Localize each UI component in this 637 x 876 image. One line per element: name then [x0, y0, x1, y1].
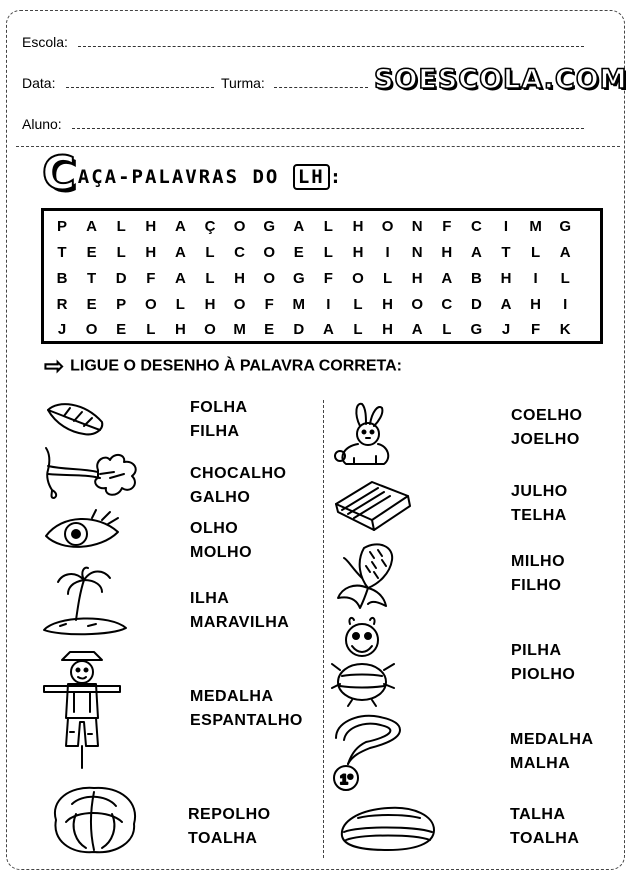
grid-letter: I [533, 270, 538, 287]
grid-letter: D [115, 270, 127, 287]
grid-letter: F [531, 321, 541, 338]
roof-tile-icon [332, 476, 412, 534]
grid-letter: M [529, 218, 542, 235]
title-colon: : [329, 166, 344, 188]
grid-letter: B [470, 270, 482, 287]
grid-letter: E [264, 321, 275, 338]
grid-letter: A [441, 270, 453, 287]
aluno-label: Aluno: [22, 116, 62, 132]
grid-letter: H [234, 270, 246, 287]
option-piolho: PIOLHO [511, 666, 576, 683]
grid-letter: H [145, 244, 157, 261]
turma-label: Turma: [221, 75, 265, 91]
grid-letter: H [145, 218, 157, 235]
option-malha: MALHA [510, 755, 571, 772]
header-separator [16, 146, 620, 147]
grid-letter: O [263, 270, 276, 287]
corn-icon [334, 538, 400, 612]
grid-letter: F [323, 270, 333, 287]
grid-letter: B [56, 270, 68, 287]
grid-letter: M [292, 296, 306, 313]
grid-letter: L [442, 321, 452, 338]
grid-letter: O [233, 218, 246, 235]
option-milho: MILHO [511, 553, 566, 570]
escola-line [78, 46, 584, 47]
grid-letter: L [353, 321, 363, 338]
option-galho: GALHO [190, 489, 251, 506]
grid-letter: G [263, 218, 276, 235]
grid-letter: P [56, 218, 67, 235]
grid-letter: D [470, 296, 482, 313]
island-icon [40, 566, 130, 638]
grid-letter: H [352, 218, 364, 235]
grid-letter: O [204, 321, 216, 338]
grid-letter: T [87, 270, 97, 287]
louse-icon [330, 616, 398, 708]
eye-icon [40, 510, 124, 558]
grid-letter: E [293, 244, 304, 261]
grid-letter: C [234, 244, 246, 261]
grid-letter: H [530, 296, 542, 313]
title-boxed-digraph: LH [293, 164, 330, 190]
option-chocalho: CHOCALHO [190, 465, 287, 482]
grid-letter: Ç [204, 218, 216, 235]
grid-letter: M [233, 321, 246, 338]
grid-letter: H [382, 321, 394, 338]
grid-letter: H [500, 270, 512, 287]
grid-letter: P [116, 296, 127, 313]
option-telha: TELHA [511, 507, 567, 524]
grid-letter: A [559, 244, 571, 261]
option-folha: FOLHA [190, 399, 248, 416]
grid-letter: I [326, 296, 331, 313]
cabbage-icon [46, 784, 142, 856]
grid-letter: H [204, 296, 216, 313]
towel-icon [338, 802, 438, 854]
rabbit-icon [332, 400, 396, 470]
grid-letter: T [57, 244, 67, 261]
grid-letter: H [411, 270, 423, 287]
grid-letter: J [57, 321, 67, 338]
option-coelho: COELHO [511, 407, 583, 424]
grid-letter: L [205, 244, 215, 261]
medal-icon [330, 712, 406, 802]
grid-letter: K [559, 321, 571, 338]
grid-letter: O [381, 218, 394, 235]
title-text: AÇA-PALAVRAS DO [77, 166, 280, 188]
grid-letter: T [501, 244, 511, 261]
option-toalha-left: TOALHA [188, 830, 258, 847]
word-search-grid [41, 208, 603, 344]
option-julho: JULHO [511, 483, 568, 500]
option-molho: MOLHO [190, 544, 253, 561]
grid-letter: L [560, 270, 570, 287]
grid-letter: G [292, 270, 305, 287]
title-initial: C [42, 146, 76, 200]
grid-letter: A [174, 244, 186, 261]
grid-letter: H [441, 244, 453, 261]
data-label: Data: [22, 75, 56, 91]
turma-line [274, 87, 368, 88]
grid-letter: F [442, 218, 452, 235]
option-filho: FILHO [511, 577, 562, 594]
grid-letter: I [563, 296, 568, 313]
option-medalha-right: MEDALHA [510, 731, 594, 748]
grid-letter: G [559, 218, 572, 235]
grid-letter: N [411, 244, 423, 261]
option-pilha: PILHA [511, 642, 562, 659]
grid-letter: F [264, 296, 274, 313]
grid-letter: L [116, 244, 126, 261]
grid-letter: O [233, 296, 246, 313]
grid-letter: A [174, 270, 186, 287]
grid-letter: C [470, 218, 482, 235]
grid-letter: L [383, 270, 393, 287]
grid-letter: L [531, 244, 541, 261]
grid-letter: L [146, 321, 156, 338]
grid-letter: A [322, 321, 334, 338]
grid-letter: L [323, 218, 333, 235]
option-espantalho: ESPANTALHO [190, 712, 303, 729]
grid-letter: N [411, 218, 423, 235]
grid-letter: A [86, 218, 98, 235]
grid-letter: L [116, 218, 126, 235]
grid-letter: O [144, 296, 157, 313]
scarecrow-icon [40, 646, 124, 770]
column-divider [323, 400, 324, 858]
escola-label: Escola: [22, 34, 68, 50]
grid-letter: H [174, 321, 186, 338]
option-talha: TALHA [510, 806, 566, 823]
grid-letter: G [470, 321, 483, 338]
grid-letter: A [174, 218, 186, 235]
grid-letter: C [441, 296, 453, 313]
grid-letter: R [56, 296, 68, 313]
page-title [42, 146, 344, 200]
option-olho: OLHO [190, 520, 239, 537]
arrow-icon: ⇨ [44, 353, 65, 380]
grid-letter: O [85, 321, 98, 338]
grid-letter: E [86, 244, 97, 261]
grid-letter: A [293, 218, 305, 235]
grid-letter: I [385, 244, 390, 261]
instruction [44, 352, 402, 381]
grid-letter: L [175, 296, 185, 313]
option-toalha-right: TOALHA [510, 830, 580, 847]
grid-letter: I [503, 218, 509, 235]
grid-letter: J [501, 321, 511, 338]
grid-letter: O [263, 244, 276, 261]
option-medalha-left: MEDALHA [190, 688, 274, 705]
grid-letter: H [382, 296, 394, 313]
grid-letter: O [411, 296, 424, 313]
leaf-icon [44, 400, 108, 438]
grid-letter: E [86, 296, 97, 313]
option-ilha: ILHA [190, 590, 230, 607]
grid-letter: O [352, 270, 364, 287]
site-logo: SOESCOLA.COM [374, 64, 628, 95]
grid-letter: A [411, 321, 423, 338]
medal-number: 1º [340, 771, 353, 787]
grid-letter: A [470, 244, 482, 261]
option-joelho: JOELHO [511, 431, 580, 448]
grid-letter: L [323, 244, 333, 261]
branch-icon [40, 444, 144, 502]
grid-letter: L [353, 296, 363, 313]
aluno-line [72, 128, 584, 129]
grid-letter: H [352, 244, 364, 261]
option-maravilha: MARAVILHA [190, 614, 290, 631]
instruction-text: LIGUE O DESENHO À PALAVRA CORRETA: [70, 357, 402, 375]
option-repolho: REPOLHO [188, 806, 271, 823]
option-filha: FILHA [190, 423, 240, 440]
grid-letter: F [146, 270, 156, 287]
grid-letter: A [500, 296, 512, 313]
grid-letter: E [116, 321, 127, 338]
data-line [66, 87, 214, 88]
grid-letter: L [205, 270, 215, 287]
grid-letter: D [293, 321, 305, 338]
